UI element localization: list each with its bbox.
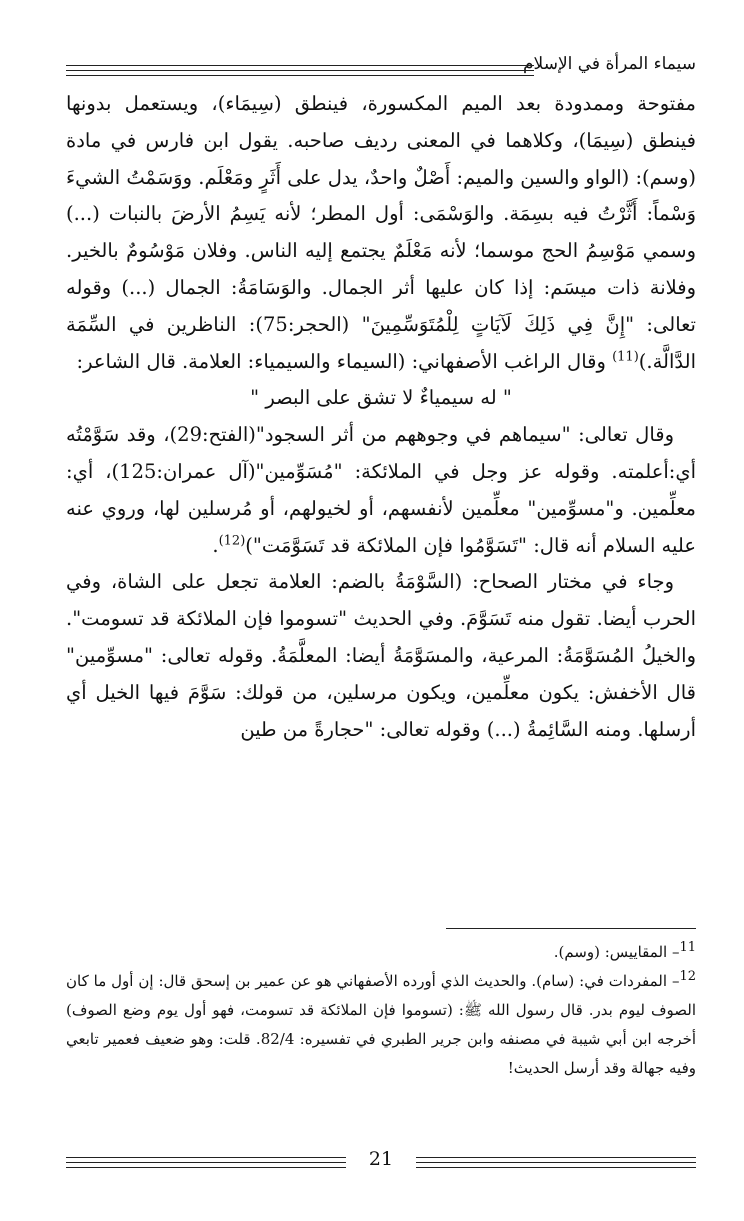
footnote-ref-11[interactable]: (11) bbox=[612, 349, 639, 365]
footnote-number: 11 bbox=[679, 940, 696, 955]
page-footer bbox=[66, 1148, 696, 1172]
footnote-11 bbox=[66, 938, 696, 967]
footnote-text: – المقاييس: (وسم). bbox=[553, 943, 680, 961]
body-text bbox=[66, 86, 696, 748]
footnote-text: – المفردات في: (سام). والحديث الذي أورده الأصفهاني هو عن عمير بن إسحق قال: إن أول ما كان الصوف ليوم بدر. قال رسول الله ﷺ: (تسوموا فإن الملائكة قد تسومت، فهو أول يوم وضع الصوف) أخرجه ابن أبي شيبة في مصنفه وابن جرير الطبري في تفسيره: 82/4. قلت: وهو ضعيف فعمير تابعي وفيه جهالة وقد أرسل الحديث! bbox=[66, 972, 697, 1077]
paragraph-2-end: . bbox=[212, 533, 219, 557]
footnote-number: 12 bbox=[679, 969, 696, 984]
book-page bbox=[66, 40, 696, 1190]
paragraph-2 bbox=[66, 417, 696, 564]
paragraph-3: وجاء في مختار الصحاح: (السَّوْمَةُ بالضم: العلامة تجعل على الشاة، وفي الحرب أيضا. تقول منه تَسَوَّمَ. وفي الحديث "تسوموا فإن الملائكة قد تسومت". والخيلُ المُسَوَّمَةُ: المرعية، والمسَوَّمَةُ أيضا: المعلَّمَةُ. وقوله تعالى: "مسوِّمين" قال الأخفش: يكون معلِّمين، ويكون مرسلين، من قولك: سَوَّمَ فيها الخيل أي أرسلها. ومنه السَّائِمةُ (...) وقوله تعالى: "حجارةً من طين bbox=[66, 570, 696, 741]
footnote-12 bbox=[66, 967, 696, 1083]
header-rule bbox=[66, 75, 534, 76]
header-rule bbox=[66, 65, 534, 66]
footnote-ref-12[interactable]: (12) bbox=[218, 533, 246, 549]
header-title: سيماء المرأة في الإسلام bbox=[523, 54, 696, 74]
header-rule bbox=[66, 70, 534, 71]
page-number: 21 bbox=[368, 1148, 394, 1170]
footnotes bbox=[66, 938, 696, 1083]
paragraph-1-continuation: وقال الراغب الأصفهاني: (السيماء والسيمياء: العلامة. قال الشاعر: bbox=[76, 349, 613, 373]
footnote-separator bbox=[446, 928, 696, 929]
paragraph-2-text: وقال تعالى: "سيماهم في وجوههم من أثر السجود"(الفتح:29)، وقد سَوَّمْتُه أي:أعلمته. وقوله عز وجل في الملائكة: "مُسَوِّمين"(آل عمران:125)، أي: معلِّمين. و"مسوِّمين" معلِّمين لأنفسهم، أو لخيولهم، أو مُرسلين لها، وروي عنه عليه السلام أنه قال: "تَسَوَّمُوا فإن الملائكة قد تَسَوَّمَت") bbox=[66, 423, 697, 557]
paragraph-1 bbox=[66, 86, 696, 380]
running-header bbox=[66, 50, 696, 86]
poetry-verse: " له سيمياءٌ لا تشق على البصر " bbox=[250, 386, 512, 410]
paragraph-1-text: مفتوحة وممدودة بعد الميم المكسورة، فينطق (سِيمَاء)، ويستعمل بدونها فينطق (سِيمَا)، وكلاهما في المعنى رديف صاحبه. يقول ابن فارس في مادة (وسم): (الواو والسين والميم: أَصْلٌ واحدٌ، يدل على أَثَرٍ ومَعْلَم. ووَسَمْتُ الشيءَ وَسْماً: أَثَّرْتُ فيه بسِمَة. والوَسْمَى: أول المطر؛ لأنه يَسِمُ الأرضَ بالنبات (...) وسمي مَوْسِمُ الحج موسما؛ لأنه مَعْلَمٌ يجتمع إليه الناس. وفلان مَوْسُومٌ بالخير. وفلانة ذات ميسَم: إذا كان عليها أثر الجمال. والوَسَامَةُ: الجمال (...) وقوله تعالى: "إِنَّ فِي ذَلِكَ لَآيَاتٍ لِلْمُتَوَسِّمِينَ" (الحجر:75): الناظرين في السِّمَة الدَّالَّة.) bbox=[66, 92, 696, 373]
